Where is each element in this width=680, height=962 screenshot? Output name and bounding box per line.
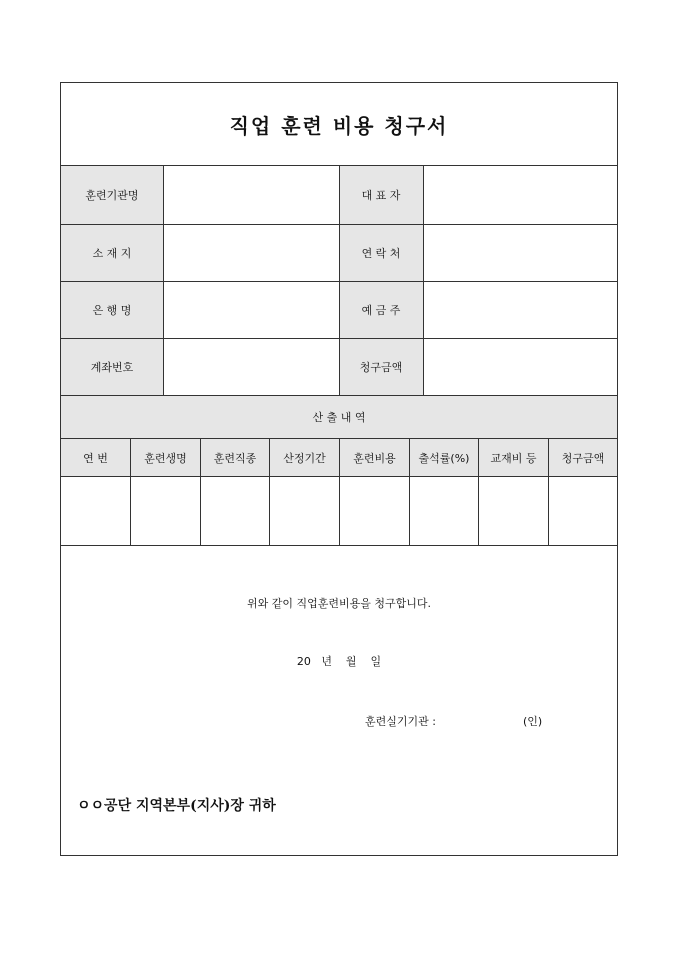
table-cell[interactable] (549, 477, 617, 545)
label-bank-name: 은 행 명 (61, 282, 163, 338)
label-representative: 대 표 자 (339, 166, 423, 224)
label-contact: 연 락 처 (339, 225, 423, 281)
divider (200, 438, 201, 545)
divider (478, 438, 479, 545)
table-cell[interactable] (131, 477, 200, 545)
label-claim-amount: 청구금액 (339, 339, 423, 395)
table-cell[interactable] (270, 477, 339, 545)
divider (130, 438, 131, 545)
col-header-period: 산정기간 (270, 439, 339, 476)
divider (61, 395, 617, 396)
col-header-attendance: 출석률(%) (410, 439, 478, 476)
recipient-line: ㅇㅇ공단 지역본부(지사)장 귀하 (77, 798, 276, 814)
divider (548, 438, 549, 545)
label-account-holder: 예 금 주 (339, 282, 423, 338)
table-cell[interactable] (201, 477, 269, 545)
seal-mark: (인) (523, 715, 543, 728)
divider (61, 545, 617, 546)
divider (269, 438, 270, 545)
col-header-materials: 교재비 등 (479, 439, 548, 476)
table-cell[interactable] (61, 477, 130, 545)
col-header-cost: 훈련비용 (340, 439, 409, 476)
col-header-claim: 청구금액 (549, 439, 617, 476)
value-institution-name[interactable] (163, 166, 339, 224)
label-address: 소 재 지 (61, 225, 163, 281)
value-claim-amount[interactable] (423, 339, 617, 395)
form-title: 직업 훈련 비용 청구서 (61, 83, 617, 166)
table-cell[interactable] (479, 477, 548, 545)
divider (423, 165, 424, 395)
value-address[interactable] (163, 225, 339, 281)
date-line: 20 년 월 일 (296, 655, 382, 668)
label-account-number: 계좌번호 (61, 339, 163, 395)
claim-statement: 위와 같이 직업훈련비용을 청구합니다. (246, 597, 431, 610)
divider (339, 165, 340, 395)
value-account-number[interactable] (163, 339, 339, 395)
value-account-holder[interactable] (423, 282, 617, 338)
value-representative[interactable] (423, 166, 617, 224)
institution-label: 훈련실기기관 : (365, 715, 436, 728)
divider (163, 165, 164, 395)
label-institution-name: 훈련기관명 (61, 166, 163, 224)
claim-form (60, 82, 618, 856)
table-cell[interactable] (340, 477, 409, 545)
col-header-trainee: 훈련생명 (131, 439, 200, 476)
value-contact[interactable] (423, 225, 617, 281)
table-cell[interactable] (410, 477, 478, 545)
divider (339, 438, 340, 545)
section-header-calculation: 산 출 내 역 (61, 396, 617, 438)
value-bank-name[interactable] (163, 282, 339, 338)
col-header-occupation: 훈련직종 (201, 439, 269, 476)
divider (409, 438, 410, 545)
col-header-no: 연 번 (61, 439, 130, 476)
